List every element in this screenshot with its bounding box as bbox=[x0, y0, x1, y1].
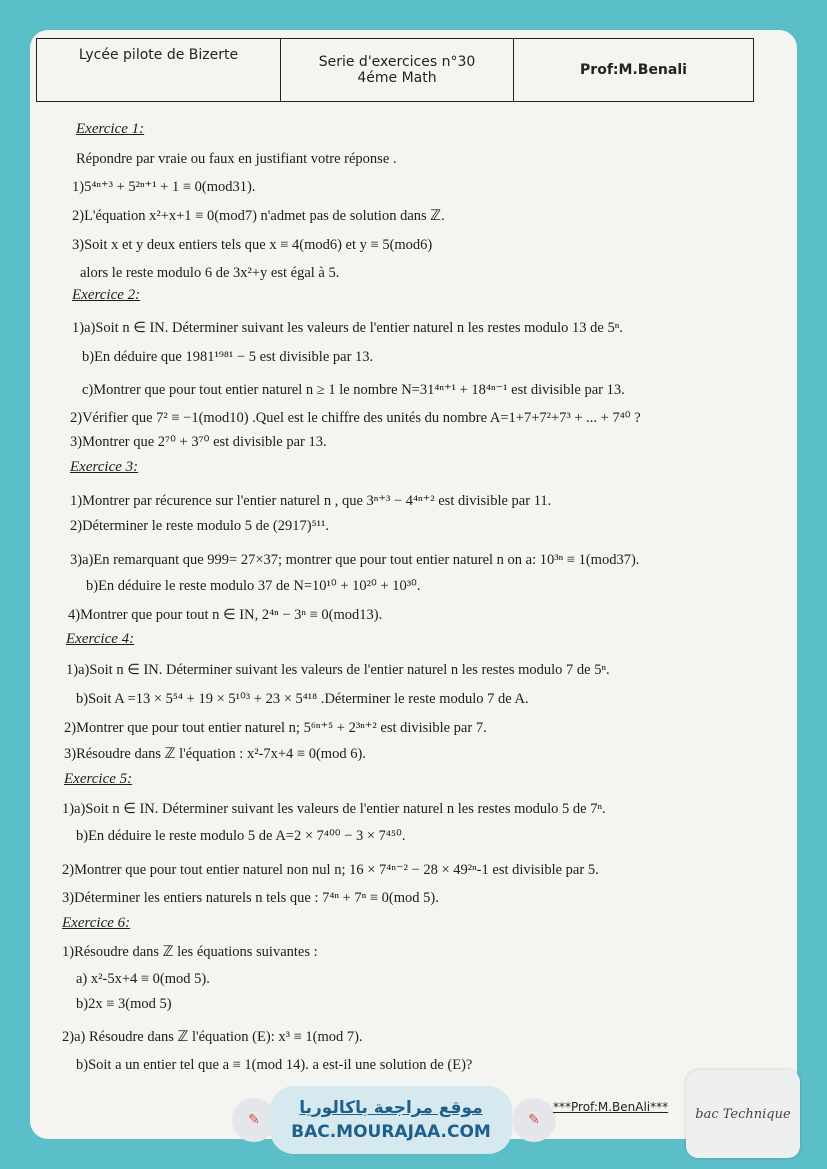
series-title: Serie d'exercices n°30 bbox=[318, 54, 476, 70]
exercise-line: b)2x ≡ 3(mod 5) bbox=[76, 996, 172, 1012]
header-school bbox=[37, 39, 281, 101]
brand-card bbox=[686, 1070, 800, 1158]
exercise-line: 2)a) Résoudre dans ℤ l'équation (E): x³ ≡ 1(mod 7). bbox=[62, 1029, 363, 1045]
exercise-line: 1)Résoudre dans ℤ les équations suivantes : bbox=[62, 944, 318, 960]
exercise-line: b)Soit A =13 × 5⁵⁴ + 19 × 5¹⁰³ + 23 × 5⁴¹⁸ .Déterminer le reste modulo 7 de A. bbox=[76, 691, 529, 707]
header-prof bbox=[514, 39, 753, 101]
exercise-line: Répondre par vraie ou faux en justifiant votre réponse . bbox=[76, 151, 397, 167]
exercise-line: 3)Déterminer les entiers naturels n tels que : 7⁴ⁿ + 7ⁿ ≡ 0(mod 5). bbox=[62, 890, 439, 906]
right-logo-icon: ✎ bbox=[512, 1098, 556, 1142]
exercise-title: Exercice 3: bbox=[70, 459, 139, 475]
document-header bbox=[36, 38, 754, 102]
exercise-title: Exercice 4: bbox=[66, 631, 135, 647]
exercise-line: alors le reste modulo 6 de 3x²+y est égal à 5. bbox=[80, 265, 340, 281]
exercise-line: b)Soit a un entier tel que a ≡ 1(mod 14). a est-il une solution de (E)? bbox=[76, 1057, 473, 1073]
author-signature: ***Prof:M.BenAli*** bbox=[553, 1100, 669, 1114]
exercise-line: b)En déduire que 1981¹⁹⁸¹ − 5 est divisible par 13. bbox=[82, 349, 374, 365]
exercise-line: 3)Résoudre dans ℤ l'équation : x²-7x+4 ≡ 0(mod 6). bbox=[64, 746, 366, 762]
exercise-line: 1)Montrer par récurence sur l'entier naturel n , que 3ⁿ⁺³ − 4⁴ⁿ⁺² est divisible par 11. bbox=[70, 493, 552, 509]
exercise-line: 3)Montrer que 2⁷⁰ + 3⁷⁰ est divisible par 13. bbox=[70, 434, 327, 450]
exercise-line: 1)5⁴ⁿ⁺³ + 5²ⁿ⁺¹ + 1 ≡ 0(mod31). bbox=[72, 179, 256, 195]
brand-name: bac Technique bbox=[695, 1106, 791, 1122]
left-logo-icon: ✎ bbox=[232, 1098, 276, 1142]
class-level: 4éme Math bbox=[357, 70, 437, 86]
exercise-line: 1)a)Soit n ∈ IN. Déterminer suivant les valeurs de l'entier naturel n les restes modulo 7 de 5ⁿ. bbox=[66, 662, 610, 678]
school-name: Lycée pilote de Bizerte bbox=[78, 47, 239, 63]
exercise-line: b)En déduire le reste modulo 37 de N=10¹⁰ + 10²⁰ + 10³⁰. bbox=[86, 578, 421, 594]
exercise-line: 2)Montrer que pour tout entier naturel n; 5⁶ⁿ⁺⁵ + 2³ⁿ⁺² est divisible par 7. bbox=[64, 720, 487, 736]
exercise-line: 3)a)En remarquant que 999= 27×37; montrer que pour tout entier naturel n on a: 10³ⁿ ≡ 1(mod37). bbox=[70, 552, 640, 568]
prof-name: Prof:M.Benali bbox=[580, 62, 687, 78]
site-badge[interactable] bbox=[270, 1086, 512, 1154]
exercise-title: Exercice 6: bbox=[62, 915, 131, 931]
exercise-line: b)En déduire le reste modulo 5 de A=2 × 7⁴⁰⁰ − 3 × 7⁴⁵⁰. bbox=[76, 828, 406, 844]
exercise-line: 2)Vérifier que 7² ≡ −1(mod10) .Quel est le chiffre des unités du nombre A=1+7+7²+7³ + ... + 7⁴⁰ ? bbox=[70, 410, 641, 426]
exercise-line: 2)Montrer que pour tout entier naturel non nul n; 16 × 7⁴ⁿ⁻² − 28 × 49²ⁿ-1 est divisible par 5. bbox=[62, 862, 599, 878]
exercise-title: Exercice 5: bbox=[64, 771, 133, 787]
exercise-line: 1)a)Soit n ∈ IN. Déterminer suivant les valeurs de l'entier naturel n les restes modulo 13 de 5ⁿ. bbox=[72, 320, 623, 336]
exercise-line: 2)L'équation x²+x+1 ≡ 0(mod7) n'admet pas de solution dans ℤ. bbox=[72, 208, 445, 224]
exercise-line: 3)Soit x et y deux entiers tels que x ≡ 4(mod6) et y ≡ 5(mod6) bbox=[72, 237, 433, 253]
exercise-line: c)Montrer que pour tout entier naturel n ≥ 1 le nombre N=31⁴ⁿ⁺¹ + 18⁴ⁿ⁻¹ est divisible par 13. bbox=[82, 382, 625, 398]
exercise-line: 1)a)Soit n ∈ IN. Déterminer suivant les valeurs de l'entier naturel n les restes modulo 5 de 7ⁿ. bbox=[62, 801, 606, 817]
exercise-title: Exercice 2: bbox=[72, 287, 141, 303]
header-series bbox=[281, 39, 514, 101]
site-name-arabic[interactable]: موقع مراجعة باكالوريا bbox=[299, 1098, 483, 1118]
exercise-line: 2)Déterminer le reste modulo 5 de (2917)⁵¹¹. bbox=[70, 518, 329, 534]
exercise-line: a) x²-5x+4 ≡ 0(mod 5). bbox=[76, 971, 210, 987]
exercise-line: 4)Montrer que pour tout n ∈ IN, 2⁴ⁿ − 3ⁿ ≡ 0(mod13). bbox=[68, 607, 383, 623]
exercise-title: Exercice 1: bbox=[76, 121, 145, 137]
site-url[interactable]: BAC.MOURAJAA.COM bbox=[291, 1122, 491, 1142]
